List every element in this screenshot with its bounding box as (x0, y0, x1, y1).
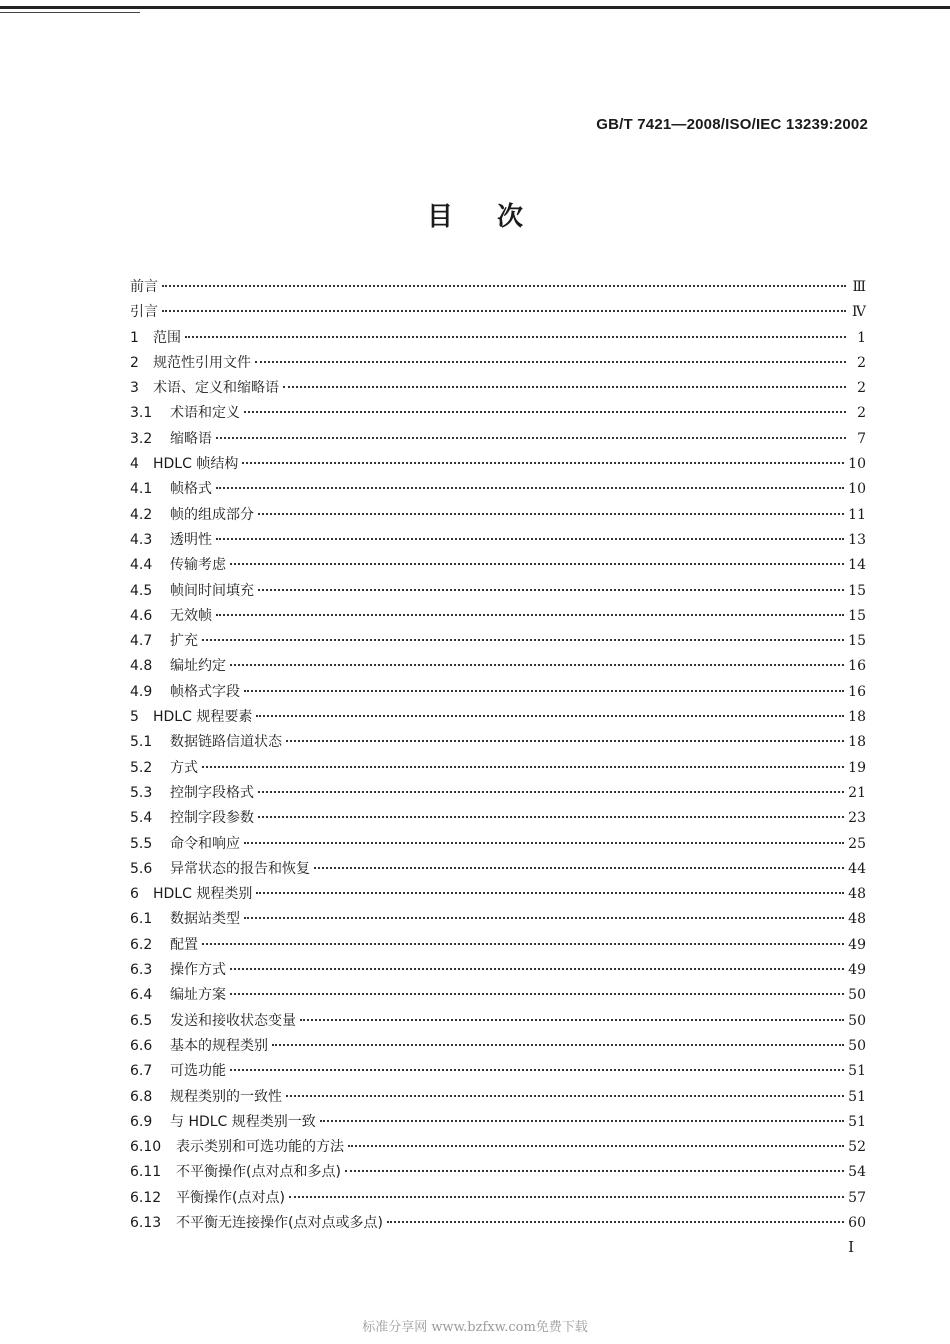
toc-entry-title: 规范性引用文件 (153, 354, 251, 371)
toc-leader-dots (185, 336, 846, 338)
toc-entry-page: 50 (848, 987, 866, 1004)
toc-entry[interactable] (130, 453, 866, 478)
toc-entry[interactable] (130, 630, 866, 655)
toc-entry[interactable] (130, 1136, 866, 1161)
toc-entry-title: 方式 (170, 759, 198, 776)
toc-leader-dots (345, 1170, 844, 1172)
toc-leader-dots (272, 1044, 844, 1046)
toc-entry-page: 10 (848, 456, 866, 473)
toc-entry[interactable] (130, 504, 866, 529)
toc-entry-title: 与 HDLC 规程类别一致 (170, 1113, 316, 1130)
watermark: 标准分享网 www.bzfxw.com免费下载 (362, 1320, 588, 1335)
toc-entry-title: 缩略语 (170, 430, 212, 447)
toc-entry-page: 57 (848, 1189, 866, 1206)
toc-leader-dots (286, 1095, 844, 1097)
toc-entry[interactable] (130, 655, 866, 680)
top-rule-accent (0, 12, 140, 13)
toc-entry-number: 6.6 (130, 1037, 153, 1054)
toc-entry-number: 3 (130, 380, 139, 397)
toc-entry[interactable] (130, 554, 866, 579)
toc-entry-title: 传输考虑 (170, 557, 226, 574)
toc-entry-title: 前言 (130, 279, 158, 295)
toc-entry[interactable] (130, 681, 866, 706)
toc-leader-dots (216, 437, 846, 439)
toc-leader-dots (230, 664, 844, 666)
toc-entry-page: 15 (848, 607, 866, 624)
toc-leader-dots (244, 842, 844, 844)
toc-entry-page: 23 (848, 810, 866, 827)
toc-entry[interactable] (130, 1086, 866, 1111)
toc-entry-title: 编址方案 (170, 987, 226, 1004)
toc-leader-dots (289, 1196, 844, 1198)
toc-entry[interactable] (130, 428, 866, 453)
toc-entry-page: 48 (848, 886, 866, 903)
toc-entry-number: 4.2 (130, 506, 153, 523)
toc-entry-number: 5.1 (130, 734, 153, 751)
toc-entry-number: 4.4 (130, 557, 153, 574)
toc-entry-title: 扩充 (170, 633, 198, 650)
toc-entry-title: 无效帧 (170, 607, 212, 624)
toc-entry-number: 6.8 (130, 1088, 153, 1105)
page-number: I (848, 1238, 854, 1256)
toc-leader-dots (216, 487, 844, 489)
toc-entry-page: 16 (848, 658, 866, 675)
toc-entry[interactable] (130, 757, 866, 782)
toc-entry-title: 术语和定义 (170, 405, 240, 422)
toc-leader-dots (387, 1221, 844, 1223)
toc-entry-page: 7 (857, 430, 866, 447)
toc-leader-dots (256, 715, 844, 717)
toc-entry[interactable] (130, 1212, 866, 1237)
toc-entry-page: 18 (848, 709, 866, 726)
toc-leader-dots (258, 513, 844, 515)
toc-entry-title: 帧间时间填充 (170, 582, 254, 599)
toc-leader-dots (320, 1120, 844, 1122)
toc-leader-dots (216, 614, 844, 616)
toc-entry-page: 14 (848, 557, 866, 574)
toc-entry-title: 帧的组成部分 (170, 506, 254, 523)
toc-leader-dots (244, 411, 846, 413)
toc-leader-dots (216, 538, 844, 540)
toc-entry-page: 52 (848, 1139, 866, 1156)
toc-entry-page: 51 (848, 1113, 866, 1130)
toc-entry-title: 范围 (153, 329, 181, 346)
toc-entry[interactable] (130, 731, 866, 756)
toc-leader-dots (286, 740, 844, 742)
toc-leader-dots (314, 867, 844, 869)
toc-entry-number: 6.3 (130, 962, 153, 979)
toc-leader-dots (256, 892, 844, 894)
toc-entry-title: 不平衡操作(点对点和多点) (176, 1164, 341, 1181)
toc-entry-title: 表示类别和可选功能的方法 (176, 1139, 344, 1156)
toc-entry[interactable] (130, 327, 866, 352)
toc-entry-page: 60 (848, 1214, 866, 1231)
toc-leader-dots (244, 690, 844, 692)
toc-entry[interactable] (130, 959, 866, 984)
toc-entry-page: 11 (848, 506, 866, 523)
toc-entry-page: 44 (848, 860, 866, 877)
toc-leader-dots (230, 993, 844, 995)
toc-entry-number: 4.5 (130, 582, 153, 599)
toc-entry-number: 6.13 (130, 1214, 162, 1231)
toc-entry-title: 帧格式字段 (170, 683, 240, 700)
toc-entry[interactable] (130, 833, 866, 858)
toc-entry-number: 3.2 (130, 430, 153, 447)
toc-entry[interactable] (130, 605, 866, 630)
toc-entry-page: 2 (857, 354, 866, 371)
toc-leader-dots (258, 791, 844, 793)
toc-leader-dots (300, 1019, 844, 1021)
toc-entry[interactable] (130, 807, 866, 832)
toc-entry[interactable] (130, 352, 866, 377)
toc-entry-page: 50 (848, 1037, 866, 1054)
page-title: 目次 (426, 202, 567, 232)
toc-entry-title: 命令和响应 (170, 835, 240, 852)
toc-entry[interactable] (130, 402, 866, 427)
toc-entry-page: 16 (848, 683, 866, 700)
toc-entry-title: 引言 (130, 304, 158, 321)
toc-leader-dots (242, 462, 844, 464)
toc-entry-title: 操作方式 (170, 962, 226, 979)
toc-entry-page: 1 (857, 329, 866, 346)
toc-entry[interactable] (130, 934, 866, 959)
toc-entry-title: HDLC 规程类别 (153, 886, 253, 903)
toc-entry[interactable] (130, 883, 866, 908)
toc-entry-page: 51 (848, 1088, 866, 1105)
toc-leader-dots (230, 968, 844, 970)
toc-entry-number: 6 (130, 886, 139, 903)
toc-entry-number: 5.4 (130, 810, 153, 827)
toc-entry-title: 规程类别的一致性 (170, 1088, 282, 1105)
toc-entry-number: 6.9 (130, 1113, 153, 1130)
toc-leader-dots (162, 285, 846, 287)
toc-entry-title: 控制字段格式 (170, 784, 254, 801)
toc-entry-page: 18 (848, 734, 866, 751)
toc-entry-page: 25 (848, 835, 866, 852)
toc-leader-dots (255, 361, 846, 363)
toc-entry-page: 15 (848, 582, 866, 599)
toc-entry-number: 4.9 (130, 683, 153, 700)
toc-entry-number: 5.3 (130, 784, 153, 801)
toc-entry-page: 54 (848, 1164, 866, 1181)
toc-entry-number: 4 (130, 456, 139, 473)
toc-entry[interactable] (130, 529, 866, 554)
toc-entry[interactable] (130, 1010, 866, 1035)
toc-entry-number: 4.3 (130, 531, 153, 548)
toc-entry-title: 不平衡无连接操作(点对点或多点) (176, 1214, 383, 1231)
toc-entry-number: 1 (130, 329, 139, 346)
toc-entry-title: 帧格式 (170, 481, 212, 498)
toc-leader-dots (244, 917, 844, 919)
toc-entry[interactable] (130, 276, 866, 301)
toc-entry[interactable] (130, 984, 866, 1009)
toc-entry-title: 编址约定 (170, 658, 226, 675)
toc-entry-page: 2 (857, 405, 866, 422)
toc-entry-page: 2 (857, 380, 866, 397)
toc-entry-title: 控制字段参数 (170, 810, 254, 827)
toc-entry[interactable] (130, 1161, 866, 1186)
toc-entry[interactable] (130, 858, 866, 883)
toc-entry-number: 6.11 (130, 1164, 162, 1181)
toc-entry-number: 6.5 (130, 1012, 153, 1029)
toc-entry-page: 19 (848, 759, 866, 776)
toc-leader-dots (162, 310, 846, 312)
toc-entry-page: 10 (848, 481, 866, 498)
toc-entry-number: 4.8 (130, 658, 153, 675)
toc-entry[interactable] (130, 377, 866, 402)
toc-leader-dots (230, 1069, 844, 1071)
toc-leader-dots (348, 1145, 844, 1147)
toc-entry[interactable] (130, 1035, 866, 1060)
toc-entry-title: 异常状态的报告和恢复 (170, 860, 310, 877)
toc-entry-page: 13 (848, 531, 866, 548)
toc-leader-dots (230, 563, 844, 565)
toc-entry[interactable] (130, 782, 866, 807)
toc-entry-number: 4.1 (130, 481, 153, 498)
toc-leader-dots (202, 766, 844, 768)
toc-entry-title: HDLC 帧结构 (153, 456, 239, 473)
toc-leader-dots (283, 386, 846, 388)
toc-entry-page: 49 (848, 936, 866, 953)
toc-entry-title: 数据站类型 (170, 911, 240, 928)
toc-entry-page: 21 (848, 784, 866, 801)
toc-entry-number: 5.5 (130, 835, 153, 852)
toc-leader-dots (202, 639, 844, 641)
toc-leader-dots (258, 589, 844, 591)
toc-entry-number: 6.1 (130, 911, 153, 928)
toc-entry-page: 15 (848, 633, 866, 650)
toc-entry-page: 49 (848, 962, 866, 979)
toc-entry-page: Ⅲ (852, 279, 866, 295)
toc-entry-number: 6.12 (130, 1189, 162, 1206)
toc-entry-title: 数据链路信道状态 (170, 734, 282, 751)
toc-entry[interactable] (130, 706, 866, 731)
toc-entry-number: 6.10 (130, 1139, 162, 1156)
toc-entry[interactable] (130, 1187, 866, 1212)
toc-entry-number: 6.7 (130, 1063, 153, 1080)
toc-entry[interactable] (130, 1111, 866, 1136)
toc-entry-page: 51 (848, 1063, 866, 1080)
toc-entry-title: 术语、定义和缩略语 (153, 380, 279, 397)
toc-leader-dots (202, 943, 844, 945)
toc-entry-title: 配置 (170, 936, 198, 953)
toc-entry-title: 透明性 (170, 531, 212, 548)
toc-entry[interactable] (130, 1060, 866, 1085)
toc-entry[interactable] (130, 580, 866, 605)
toc-entry-title: HDLC 规程要素 (153, 709, 253, 726)
toc-entry[interactable] (130, 478, 866, 503)
toc-entry-number: 6.2 (130, 936, 153, 953)
top-rule (0, 6, 950, 9)
toc-entry-number: 4.7 (130, 633, 153, 650)
toc-entry-number: 3.1 (130, 405, 153, 422)
toc-entry[interactable] (130, 908, 866, 933)
toc-entry-number: 4.6 (130, 607, 153, 624)
standard-code: GB/T 7421—2008/ISO/IEC 13239:2002 (596, 116, 868, 133)
toc-entry-title: 可选功能 (170, 1063, 226, 1080)
toc-entry-page: 48 (848, 911, 866, 928)
toc-entry-number: 5.2 (130, 759, 153, 776)
toc-entry-number: 6.4 (130, 987, 153, 1004)
toc-entry-title: 平衡操作(点对点) (176, 1189, 285, 1206)
toc-entry-title: 基本的规程类别 (170, 1037, 268, 1054)
toc-leader-dots (258, 816, 844, 818)
toc-entry-number: 5.6 (130, 860, 153, 877)
toc-entry[interactable] (130, 301, 866, 326)
toc-entry-page: 50 (848, 1012, 866, 1029)
table-of-contents (130, 276, 866, 1237)
toc-entry-number: 5 (130, 709, 139, 726)
toc-entry-title: 发送和接收状态变量 (170, 1012, 296, 1029)
toc-entry-number: 2 (130, 354, 139, 371)
toc-entry-page: Ⅳ (852, 304, 866, 321)
